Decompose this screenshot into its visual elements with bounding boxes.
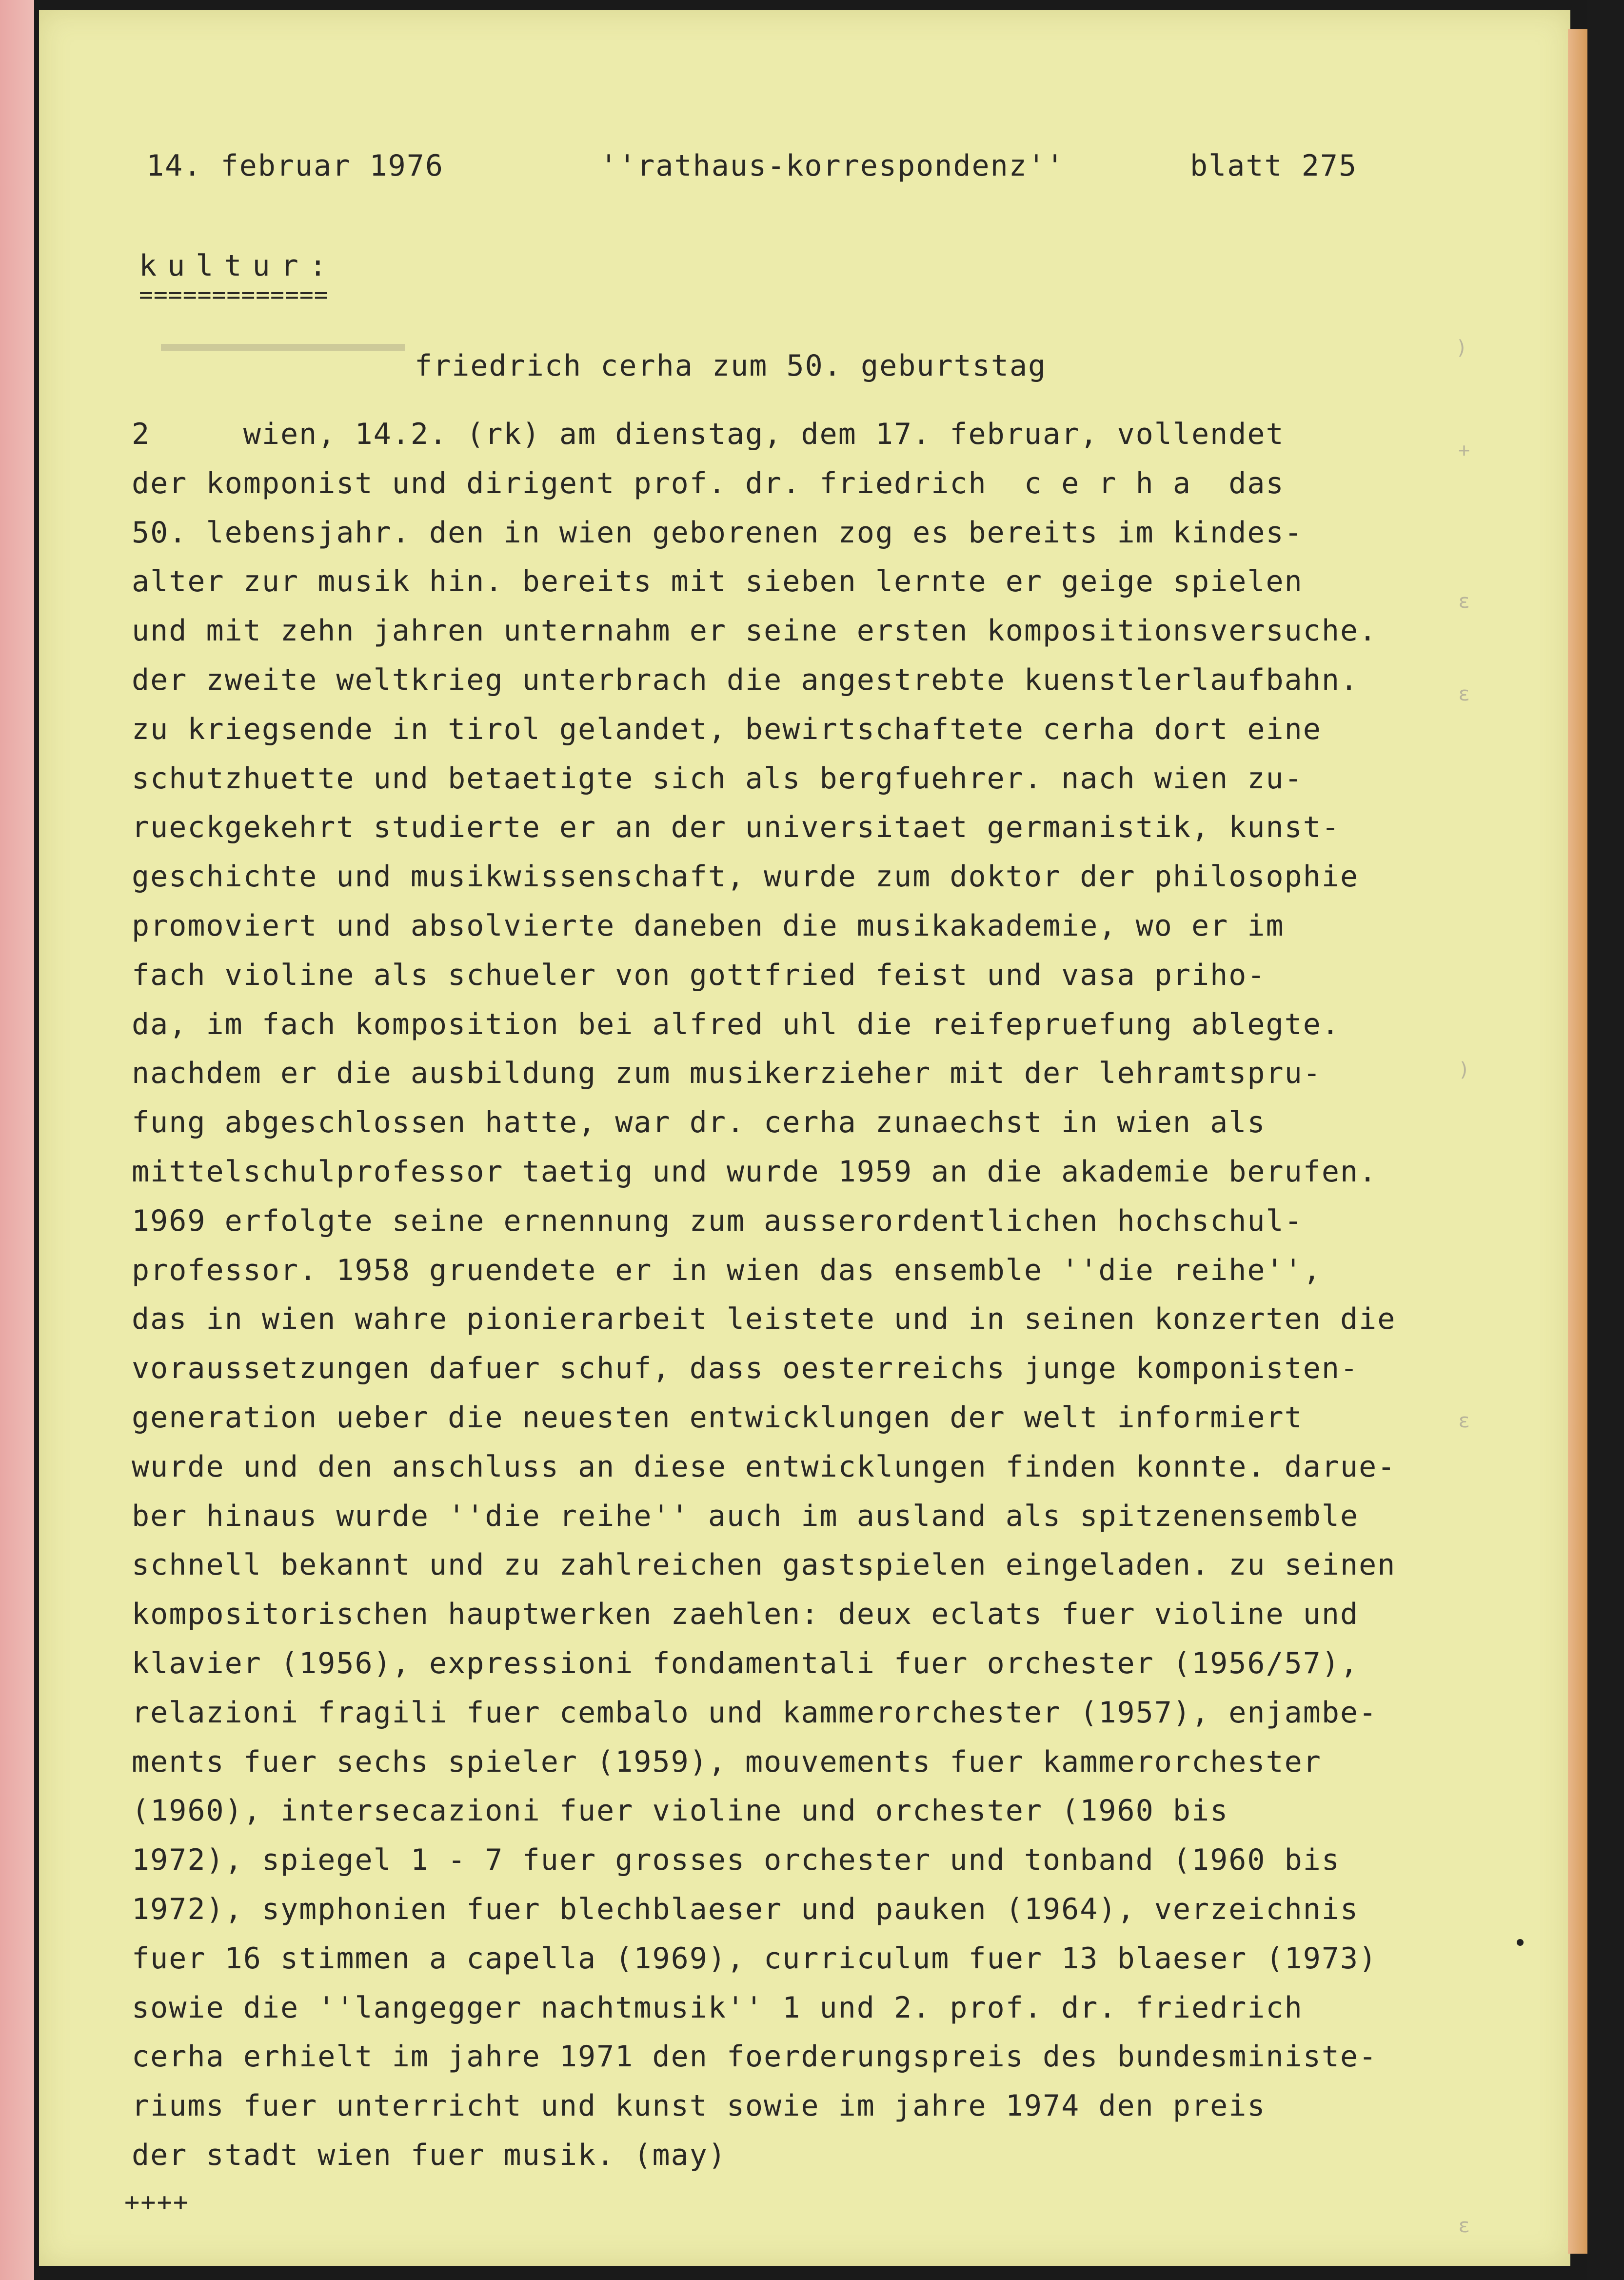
article-line: der komponist und dirigent prof. dr. friedrich c e r h a das [132, 466, 1285, 500]
article-line: relazioni fragili fuer cembalo und kammerorchester (1957), enjambe- [132, 1695, 1378, 1730]
article-line: ber hinaus wurde ''die reihe'' auch im ausland als spitzenensemble [132, 1499, 1359, 1533]
end-marker: ++++ [124, 2188, 190, 2217]
article-line: wurde und den anschluss an diese entwicklungen finden konnte. darue- [132, 1449, 1396, 1484]
article-line: klavier (1956), expressioni fondamentali fuer orchester (1956/57), [132, 1646, 1359, 1680]
smudge-mark [161, 344, 405, 351]
article-line: generation ueber die neuesten entwicklungen der welt informiert [132, 1400, 1303, 1435]
article-line: riums fuer unterricht und kunst sowie im jahre 1974 den preis [132, 2089, 1266, 2123]
article-line: alter zur musik hin. bereits mit sieben lernte er geige spielen [132, 564, 1303, 599]
article-line: mittelschulprofessor taetig und wurde 1959 an die akademie berufen. [132, 1155, 1378, 1189]
header-title: ''rathaus-korrespondenz'' [600, 149, 1065, 183]
article-line: rueckgekehrt studierte er an der universitaet germanistik, kunst- [132, 810, 1340, 845]
article-line: schutzhuette und betaetigte sich als bergfuehrer. nach wien zu- [132, 761, 1303, 796]
article-line: und mit zehn jahren unternahm er seine ersten kompositionsversuche. [132, 614, 1378, 648]
article-headline: friedrich cerha zum 50. geburtstag [415, 349, 1047, 383]
article-line: 2 wien, 14.2. (rk) am dienstag, dem 17. februar, vollendet [132, 417, 1285, 451]
margin-tick-mark: ε [1458, 2215, 1470, 2237]
margin-bracket-mark: ) [1456, 337, 1468, 359]
header-date: 14. februar 1976 [146, 149, 444, 183]
margin-tick-mark: ε [1458, 683, 1470, 705]
article-line: (1960), intersecazioni fuer violine und orchester (1960 bis [132, 1794, 1229, 1828]
article-line: da, im fach komposition bei alfred uhl die reifepruefung ablegte. [132, 1007, 1340, 1041]
article-line: 50. lebensjahr. den in wien geborenen zog es bereits im kindes- [132, 515, 1303, 550]
article-line: 1972), symphonien fuer blechblaeser und pauken (1964), verzeichnis [132, 1892, 1359, 1926]
section-underline: ============= [139, 281, 329, 309]
scan-background [1587, 0, 1624, 2280]
margin-tick-mark: + [1458, 439, 1470, 461]
article-line: promoviert und absolvierte daneben die musikakademie, wo er im [132, 909, 1285, 943]
article-line: das in wien wahre pionierarbeit leistete und in seinen konzerten die [132, 1302, 1396, 1337]
article-line: fach violine als schueler von gottfried feist und vasa priho- [132, 958, 1266, 992]
article-line: 1972), spiegel 1 - 7 fuer grosses orchester und tonband (1960 bis [132, 1843, 1340, 1878]
article-line: der stadt wien fuer musik. (may) [132, 2138, 727, 2172]
ink-dot [1517, 1939, 1524, 1946]
article-line: sowie die ''langegger nachtmusik'' 1 und 2. prof. dr. friedrich [132, 1990, 1303, 2025]
margin-tick-mark: ε [1458, 1410, 1470, 1432]
article-line: kompositorischen hauptwerken zaehlen: deux eclats fuer violine und [132, 1597, 1359, 1632]
article-line: ments fuer sechs spieler (1959), mouvements fuer kammerorchester [132, 1744, 1322, 1779]
article-line: voraussetzungen dafuer schuf, dass oesterreichs junge komponisten- [132, 1351, 1359, 1386]
article-line: geschichte und musikwissenschaft, wurde zum doktor der philosophie [132, 860, 1359, 894]
margin-tick-mark: ε [1458, 590, 1470, 613]
header-page-number: blatt 275 [1190, 149, 1358, 183]
article-line: der zweite weltkrieg unterbrach die angestrebte kuenstlerlaufbahn. [132, 663, 1359, 697]
article-line: fuer 16 stimmen a capella (1969), curriculum fuer 13 blaeser (1973) [132, 1941, 1378, 1976]
article-line: zu kriegsende in tirol gelandet, bewirtschaftete cerha dort eine [132, 712, 1322, 746]
article-line: nachdem er die ausbildung zum musikerzieher mit der lehramtspru- [132, 1056, 1322, 1091]
margin-bracket-mark: ) [1458, 1059, 1470, 1081]
article-line: 1969 erfolgte seine ernennung zum ausserordentlichen hochschul- [132, 1203, 1303, 1238]
adjacent-page-edge [0, 0, 34, 2280]
page-stack-edge [1568, 29, 1587, 2254]
article-line: schnell bekannt und zu zahlreichen gastspielen eingeladen. zu seinen [132, 1548, 1396, 1582]
section-label: kultur: [139, 249, 337, 283]
article-line: professor. 1958 gruendete er in wien das ensemble ''die reihe'', [132, 1253, 1322, 1287]
article-line: cerha erhielt im jahre 1971 den foerderungspreis des bundesministe- [132, 2040, 1378, 2074]
article-line: fung abgeschlossen hatte, war dr. cerha zunaechst in wien als [132, 1105, 1266, 1140]
